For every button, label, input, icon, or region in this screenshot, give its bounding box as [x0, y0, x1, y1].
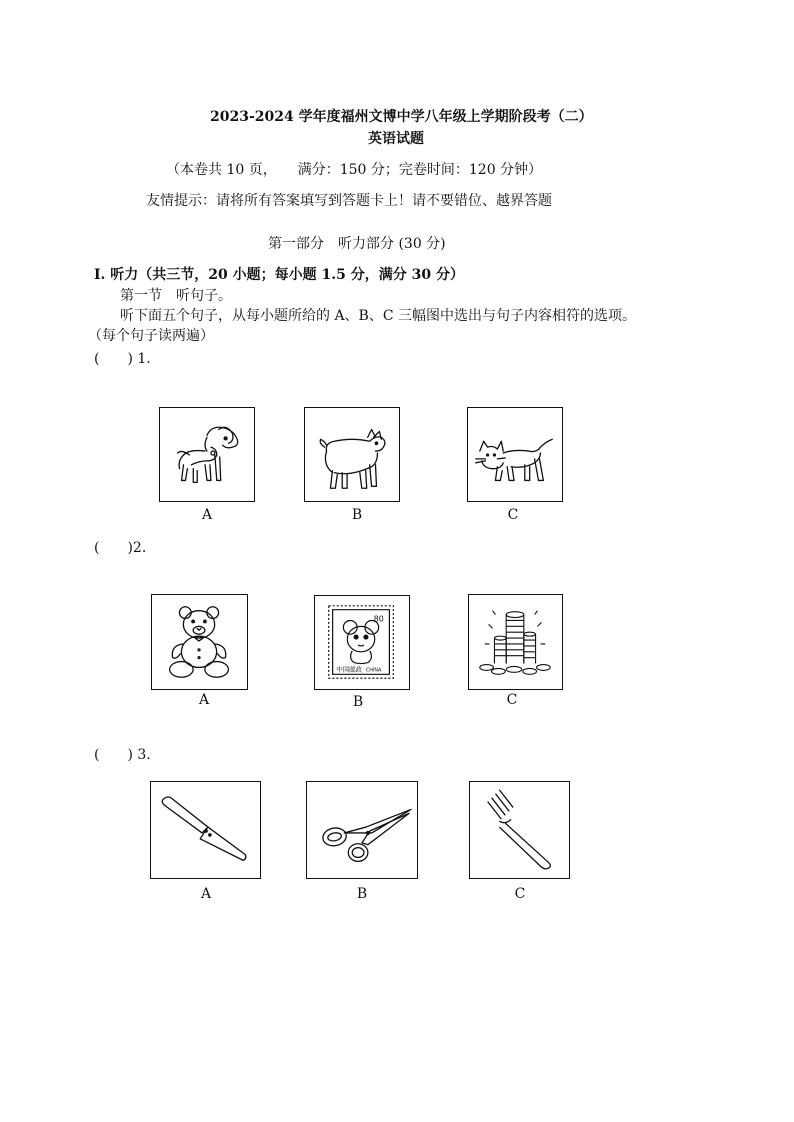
option-letter: C: [507, 507, 519, 523]
option-1b-picture[interactable]: [304, 407, 400, 502]
coins-icon: [469, 595, 562, 689]
option-1c-picture[interactable]: [467, 407, 563, 502]
pig-icon: [305, 408, 399, 501]
option-letter: B: [352, 694, 364, 710]
option-3b-picture[interactable]: [306, 781, 418, 879]
fork-icon: [470, 782, 569, 878]
option-letter: A: [200, 886, 212, 902]
option-letter: A: [198, 692, 210, 708]
option-letter: B: [356, 886, 368, 902]
question-3-label: ( ) 3.: [94, 747, 151, 763]
stamp-icon: [315, 596, 409, 689]
stamp-value: 80: [373, 614, 384, 624]
option-letter: B: [351, 507, 363, 523]
friendly-tip: 友情提示：请将所有答案填写到答题卡上！请不要错位、越界答题: [146, 193, 552, 209]
section-title: I. 听力（共三节，20 小题；每小题 1.5 分，满分 30 分）: [94, 267, 464, 283]
option-2c-picture[interactable]: [468, 594, 563, 690]
option-letter: A: [201, 507, 213, 523]
option-2b-picture[interactable]: [314, 595, 410, 690]
stamp-country: CHINA: [365, 667, 382, 674]
exam-info: （本卷共 10 页， 满分：150 分；完卷时间：120 分钟）: [166, 162, 543, 178]
stamp-text: 中国邮政: [336, 666, 362, 674]
option-3c-picture[interactable]: [469, 781, 570, 879]
knife-icon: [151, 782, 260, 878]
dog-icon: [160, 408, 254, 501]
part-heading: 第一部分 听力部分 (30 分): [268, 236, 446, 252]
cat-icon: [468, 408, 562, 501]
option-2a-picture[interactable]: [151, 594, 248, 690]
teddy-bear-icon: [152, 595, 247, 689]
option-3a-picture[interactable]: [150, 781, 261, 879]
exam-subtitle: 英语试题: [368, 131, 424, 147]
exam-title: 2023-2024 学年度福州文博中学八年级上学期阶段考（二）: [210, 109, 593, 125]
option-letter: C: [514, 886, 526, 902]
scissors-icon: [307, 782, 417, 878]
instruction-line-1: 听下面五个句子，从每小题所给的 A、B、C 三幅图中选出与句子内容相符的选项。: [120, 308, 637, 324]
option-letter: C: [506, 692, 518, 708]
question-1-label: ( ) 1.: [94, 351, 151, 367]
instruction-line-2: （每个句子读两遍）: [88, 328, 214, 344]
subsection-title: 第一节 听句子。: [120, 288, 232, 304]
question-2-label: ( )2.: [94, 540, 147, 556]
option-1a-picture[interactable]: [159, 407, 255, 502]
